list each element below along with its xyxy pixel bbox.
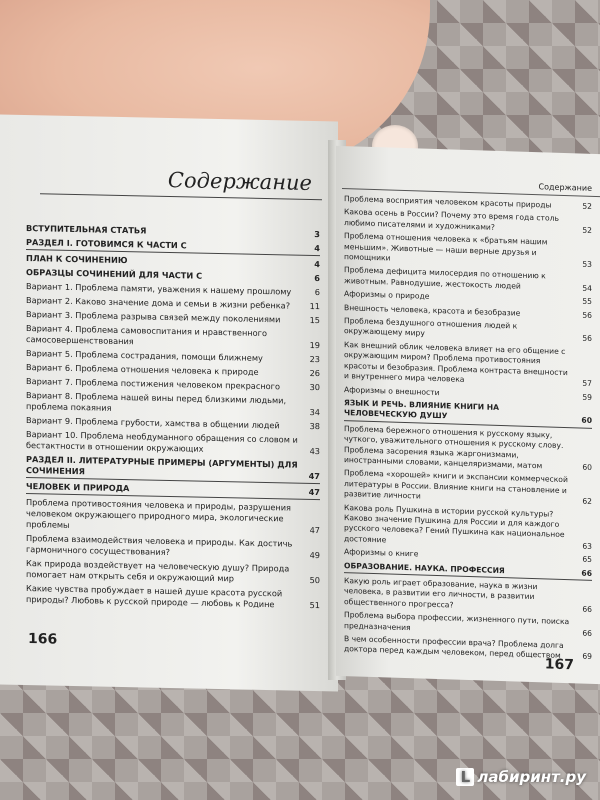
toc-entry bbox=[26, 323, 320, 351]
toc-entry bbox=[26, 429, 320, 457]
toc-entry-page: 52 bbox=[582, 225, 592, 235]
toc-entry-page: 11 bbox=[309, 300, 320, 312]
toc-entry-title: Вариант 4. Проблема самовоспитания и нравственного самосовершенствования bbox=[26, 323, 267, 347]
toc-entry bbox=[26, 558, 320, 586]
toc-entry-page: 49 bbox=[309, 549, 320, 561]
toc-entry bbox=[26, 497, 320, 536]
toc-entry-page: 26 bbox=[309, 367, 320, 379]
toc-entry-title: Вариант 9. Проблема грубости, хамства в общении людей bbox=[26, 415, 280, 431]
toc-entry bbox=[344, 576, 592, 615]
running-header: Содержание bbox=[538, 182, 592, 193]
toc-entry-title: Проблема взаимодействия человека и природы. Как достичь гармоничного сосуществования? bbox=[26, 533, 293, 558]
toc-entry bbox=[344, 424, 592, 473]
toc-entry bbox=[344, 340, 592, 389]
toc-entry-title: Проблема «хорошей» книги и экспансии коммерческой литературы в России. Влияние книги на становление и развитие личности bbox=[344, 468, 568, 501]
toc-entry-page: 56 bbox=[582, 310, 592, 320]
toc-entry-page: 38 bbox=[309, 420, 320, 432]
toc-entry-title: Вариант 7. Проблема постижения человеком прекрасного bbox=[26, 376, 280, 392]
toc-entry-title: Афоризмы о внешности bbox=[344, 384, 440, 397]
toc-entry-page: 4 bbox=[314, 259, 320, 270]
toc-entry-page: 6 bbox=[314, 273, 320, 284]
toc-entry-title: Какие чувства пробуждает в нашей душе красота русской природы? Любовь к русской природе — любовь к Родине bbox=[26, 583, 283, 610]
toc-entry-page: 66 bbox=[582, 628, 592, 638]
toc-entry bbox=[344, 503, 592, 552]
toc-entry bbox=[26, 533, 320, 561]
toc-entry bbox=[344, 231, 592, 270]
toc-entry-title: ПЛАН К СОЧИНЕНИЮ bbox=[26, 253, 128, 266]
toc-entry-page: 55 bbox=[582, 296, 592, 307]
toc-entry-page: 4 bbox=[314, 243, 320, 254]
toc-entry bbox=[26, 454, 320, 484]
toc-entry-title: ЧЕЛОВЕК И ПРИРОДА bbox=[26, 481, 130, 494]
toc-entry-page: 53 bbox=[582, 259, 592, 269]
toc-entry-title: Вариант 2. Каково значение дома и семьи в жизни ребенка? bbox=[26, 295, 291, 311]
toc-entry-title: ВСТУПИТЕЛЬНАЯ СТАТЬЯ bbox=[26, 223, 147, 236]
toc-entry-page: 15 bbox=[309, 314, 320, 326]
toc-entry-title: Как внешний облик человека влияет на его общение с окружающим миром? Проблема противостояния красоты и безобразия. Проблема контраста внешности и внутреннего мира человека bbox=[344, 339, 568, 384]
toc-entry-title: Проблема выбора профессии, жизненного пути, поиска предназначения bbox=[344, 610, 570, 632]
toc-entry-page: 19 bbox=[309, 339, 320, 351]
toc-entry-title: РАЗДЕЛ II. ЛИТЕРАТУРНЫЕ ПРИМЕРЫ (АРГУМЕНТЫ) ДЛЯ СОЧИНЕНИЯ bbox=[26, 454, 298, 477]
right-book-page bbox=[336, 146, 600, 684]
toc-entry-title: Вариант 6. Проблема отношения человека к природе bbox=[26, 362, 259, 377]
labirint-logo-icon: L bbox=[456, 768, 474, 786]
toc-entry-title: Вариант 5. Проблема сострадания, помощи ближнему bbox=[26, 348, 263, 363]
toc-entry-page: 65 bbox=[582, 554, 592, 565]
toc-entry-title: Проблема отношения человека к «братьям нашим меньшим». Животные — наши верные друзья и помощники bbox=[344, 231, 548, 263]
toc-entry-title: Проблема бездушного отношения людей к окружающему миру bbox=[344, 316, 518, 339]
toc-entry-title: Проблема восприятия человеком красоты природы bbox=[344, 194, 552, 210]
toc-entry-title: РАЗДЕЛ I. ГОТОВИМСЯ К ЧАСТИ С bbox=[26, 237, 187, 251]
toc-entry-page: 60 bbox=[582, 462, 592, 472]
toc-entry-title: Вариант 3. Проблема разрыва связей между поколениями bbox=[26, 309, 281, 325]
toc-entry-page: 43 bbox=[309, 445, 320, 457]
toc-entry-page: 3 bbox=[314, 229, 320, 240]
toc-entry-title: ОБРАЗОВАНИЕ. НАУКА. ПРОФЕССИЯ bbox=[344, 560, 505, 575]
page-number-left: 166 bbox=[28, 631, 58, 648]
toc-entry-title: Проблема бережного отношения к русскому языку, чуткого, уважительного отношения к русскому слову. Проблема засорения языка жаргонизмами, иностранными словами, канцеляризмами, матом bbox=[344, 423, 564, 471]
toc-entry-page: 47 bbox=[308, 486, 320, 498]
toc-left bbox=[26, 223, 320, 614]
toc-entry-page: 47 bbox=[309, 524, 320, 536]
toc-entry-page: 63 bbox=[582, 541, 592, 551]
toc-entry-title: Проблема дефицита милосердия по отношению к животным. Равнодушие, жестокость людей bbox=[344, 265, 546, 291]
page-number-right: 167 bbox=[544, 656, 574, 674]
contents-title: Содержание bbox=[167, 167, 312, 195]
toc-entry bbox=[344, 468, 592, 507]
toc-entry-page: 59 bbox=[582, 392, 592, 402]
left-book-page bbox=[0, 114, 338, 691]
toc-entry bbox=[26, 583, 320, 611]
toc-entry-title: Вариант 1. Проблема памяти, уважения к нашему прошлому bbox=[26, 281, 292, 297]
toc-entry-page: 69 bbox=[582, 652, 592, 662]
toc-entry-page: 34 bbox=[309, 406, 320, 418]
toc-entry-title: Афоризмы о книге bbox=[344, 547, 419, 559]
toc-entry-title: Как природа воздействует на человеческую душу? Природа помогает нам открыть себя и окружающий мир bbox=[26, 558, 290, 584]
toc-entry-page: 51 bbox=[309, 599, 320, 611]
toc-entry-page: 50 bbox=[309, 574, 320, 586]
toc-entry-page: 54 bbox=[582, 283, 592, 293]
toc-entry-page: 60 bbox=[581, 415, 592, 426]
toc-entry-title: В чем особенности профессии врача? Проблема долга доктора перед каждым человеком, перед обществом bbox=[344, 634, 564, 661]
toc-entry-page: 66 bbox=[581, 568, 592, 578]
toc-entry-title: Какова осень в России? Почему это время года столь любимо писателями и художниками? bbox=[344, 207, 559, 232]
toc-entry-page: 66 bbox=[582, 604, 592, 614]
toc-right bbox=[344, 194, 592, 666]
toc-entry-title: Проблема противостояния человека и природы, разрушения человеком окружающего природного мира, экологические проблемы bbox=[26, 497, 291, 530]
toc-entry-title: Афоризмы о природе bbox=[344, 289, 430, 302]
toc-entry-title: Внешность человека, красота и безобразие bbox=[344, 302, 521, 318]
toc-entry-title: Вариант 10. Проблема необдуманного обращения со словом и бестактности в отношении окружающих bbox=[26, 429, 298, 454]
toc-entry-page: 6 bbox=[314, 287, 320, 298]
toc-entry-title: Какова роль Пушкина в истории русской культуры? Каково значение Пушкина для России и для каждого русского человека? Гений Пушкина как национальное достояние bbox=[344, 502, 565, 545]
watermark-text: лабиринт.ру bbox=[477, 768, 586, 786]
toc-entry-page: 57 bbox=[582, 378, 592, 388]
toc-entry-page: 30 bbox=[309, 381, 320, 393]
toc-entry-title: Какую роль играет образование, наука в жизни человека, в развитии его личности, в развитии общественного прогресса? bbox=[344, 576, 538, 610]
watermark bbox=[456, 768, 586, 786]
toc-entry bbox=[26, 390, 320, 418]
toc-entry-title: Вариант 8. Проблема нашей вины перед близкими людьми, проблема покаяния bbox=[26, 390, 287, 413]
toc-entry-page: 56 bbox=[582, 334, 592, 344]
toc-entry-page: 47 bbox=[308, 470, 320, 482]
toc-entry-page: 23 bbox=[309, 353, 320, 365]
toc-entry-title: ЯЗЫК И РЕЧЬ. ВЛИЯНИЕ КНИГИ НА ЧЕЛОВЕЧЕСКУЮ ДУШУ bbox=[344, 398, 499, 421]
toc-entry-title: ОБРАЗЦЫ СОЧИНЕНИЙ ДЛЯ ЧАСТИ С bbox=[26, 267, 203, 281]
toc-entry-page: 52 bbox=[582, 201, 592, 211]
toc-entry-page: 62 bbox=[582, 496, 592, 507]
